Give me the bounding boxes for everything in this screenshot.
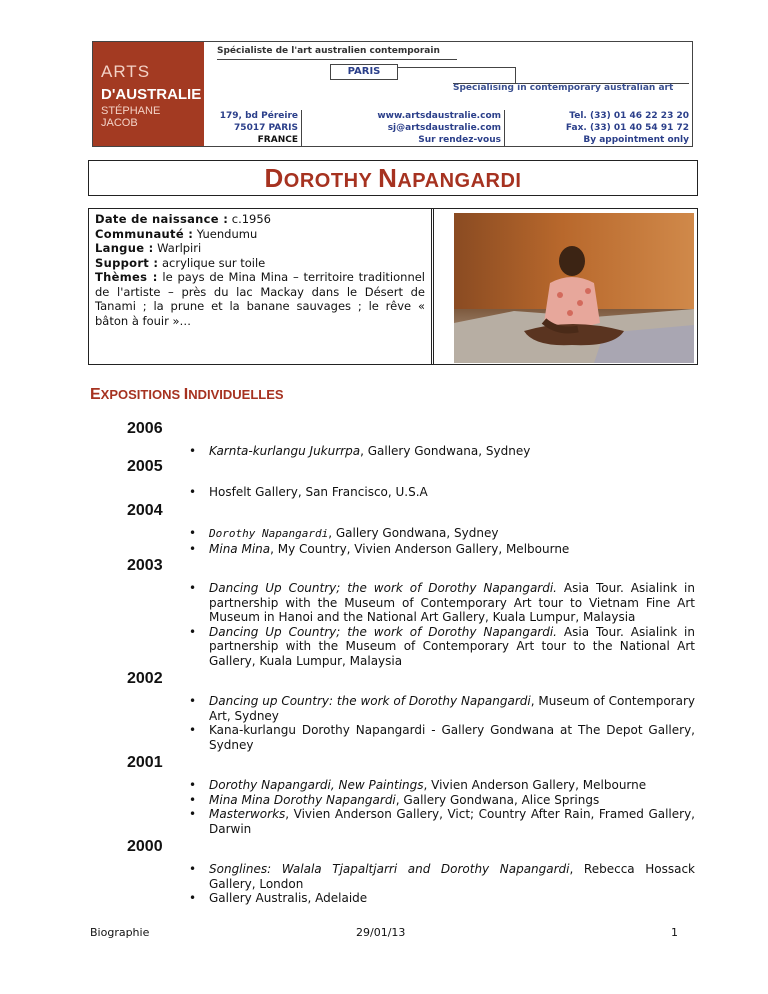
fax-number: Fax. (33) 01 40 54 91 72 — [565, 123, 689, 133]
list-item: • Mina Mina, My Country, Vivien Anderson Gallery, Melbourne — [189, 542, 695, 557]
year-heading: 2003 — [127, 557, 163, 574]
appointment-note-en: By appointment only — [583, 135, 689, 145]
title-box — [88, 160, 698, 196]
page-number: 1 — [671, 926, 678, 939]
tagline-en: Specialising in contemporary australian art — [453, 83, 674, 93]
connector-line — [397, 67, 515, 68]
list-item: • Dorothy Napangardi, Gallery Gondwana, Sydney — [189, 526, 695, 542]
artist-info — [95, 212, 425, 328]
list-item: • Dancing Up Country; the work of Dorothy Napangardi. Asia Tour. Asialink in partnership with the Museum of Contemporary Art tour to Vietnam Fine Art Museum in Hanoi and the National Art Gallery, Kuala Lumpur, Malaysia — [189, 581, 695, 625]
list-item: • Kana-kurlangu Dorothy Napangardi - Gallery Gondwana at The Depot Gallery, Sydney — [189, 723, 695, 752]
exhibition-list — [189, 526, 695, 556]
list-item: • Karnta-kurlangu Jukurrpa, Gallery Gondwana, Sydney — [189, 444, 695, 459]
address-line: FRANCE — [257, 135, 298, 145]
exhibition-list — [189, 694, 695, 752]
letterhead — [92, 41, 693, 147]
email-link[interactable]: sj@artsdaustralie.com — [387, 123, 501, 133]
year-heading: 2001 — [127, 754, 163, 771]
city-box: PARIS — [330, 64, 398, 80]
artist-photo-image — [454, 213, 694, 363]
connector-line — [515, 67, 516, 84]
exhibition-list — [189, 778, 695, 836]
address-line: 75017 PARIS — [234, 123, 298, 133]
year-heading: 2006 — [127, 420, 163, 437]
artist-photo — [454, 213, 694, 363]
year-heading: 2002 — [127, 670, 163, 687]
support-row: Support : acrylique sur toile — [95, 255, 266, 270]
footer-date: 29/01/13 — [356, 926, 406, 939]
footer-label: Biographie — [90, 926, 150, 939]
section-heading-solo-exhibitions: EXPOSITIONS INDIVIDUELLES — [90, 386, 284, 403]
artist-info-box — [88, 208, 434, 365]
exhibition-list — [189, 485, 695, 500]
community-row: Communauté : Yuendumu — [95, 226, 258, 241]
logo-line-1: ARTS — [101, 62, 151, 81]
themes-row: Thèmes : le pays de Mina Mina – territoire traditionnel de l'artiste – près du lac Mackay dans le Désert de Tanami ; la prune et la banane sauvages ; le rêve « bâton à fouir »… — [95, 270, 426, 328]
logo-line-4: JACOB — [101, 117, 138, 129]
gallery-logo — [93, 42, 204, 146]
exhibition-list — [189, 862, 695, 906]
page-title: DOROTHY NAPANGARDI — [264, 163, 522, 193]
address-line: 179, bd Péreire — [219, 111, 298, 121]
year-heading: 2004 — [127, 502, 163, 519]
phone-block — [523, 110, 689, 146]
list-item: • Dancing up Country: the work of Dorothy Napangardi, Museum of Contemporary Art, Sydney — [189, 694, 695, 723]
appointment-note: Sur rendez-vous — [418, 135, 501, 145]
list-item: • Dancing Up Country; the work of Dorothy Napangardi. Asia Tour. Asialink in partnership with the Museum of Contemporary Art tour to the National Art Gallery, Kuala Lumpur, Malaysia — [189, 625, 695, 669]
list-item: • Songlines: Walala Tjapaltjarri and Dorothy Napangardi, Rebecca Hossack Gallery, London — [189, 862, 695, 891]
logo-line-2: D'AUSTRALIE — [101, 86, 202, 103]
web-block — [323, 110, 505, 146]
list-item: • Gallery Australis, Adelaide — [189, 891, 695, 906]
address-block — [206, 110, 302, 146]
list-item: • Masterworks, Vivien Anderson Gallery, Vict; Country After Rain, Framed Gallery, Darwin — [189, 807, 695, 836]
birth-row: Date de naissance : c.1956 — [95, 212, 271, 226]
list-item: • Dorothy Napangardi, New Paintings, Vivien Anderson Gallery, Melbourne — [189, 778, 695, 793]
logo-line-3: STÉPHANE — [101, 105, 161, 117]
exhibition-list — [189, 581, 695, 668]
divider-line — [217, 59, 457, 60]
phone-number: Tel. (33) 01 46 22 23 20 — [569, 111, 689, 121]
tagline-fr: Spécialiste de l'art australien contemporain — [217, 46, 440, 56]
artist-photo-box — [431, 208, 698, 365]
language-row: Langue : Warlpiri — [95, 241, 202, 255]
list-item: • Mina Mina Dorothy Napangardi, Gallery Gondwana, Alice Springs — [189, 793, 695, 808]
website-link[interactable]: www.artsdaustralie.com — [377, 111, 501, 121]
year-heading: 2005 — [127, 458, 163, 475]
year-heading: 2000 — [127, 838, 163, 855]
exhibition-list — [189, 444, 695, 459]
list-item: • Hosfelt Gallery, San Francisco, U.S.A — [189, 485, 695, 500]
